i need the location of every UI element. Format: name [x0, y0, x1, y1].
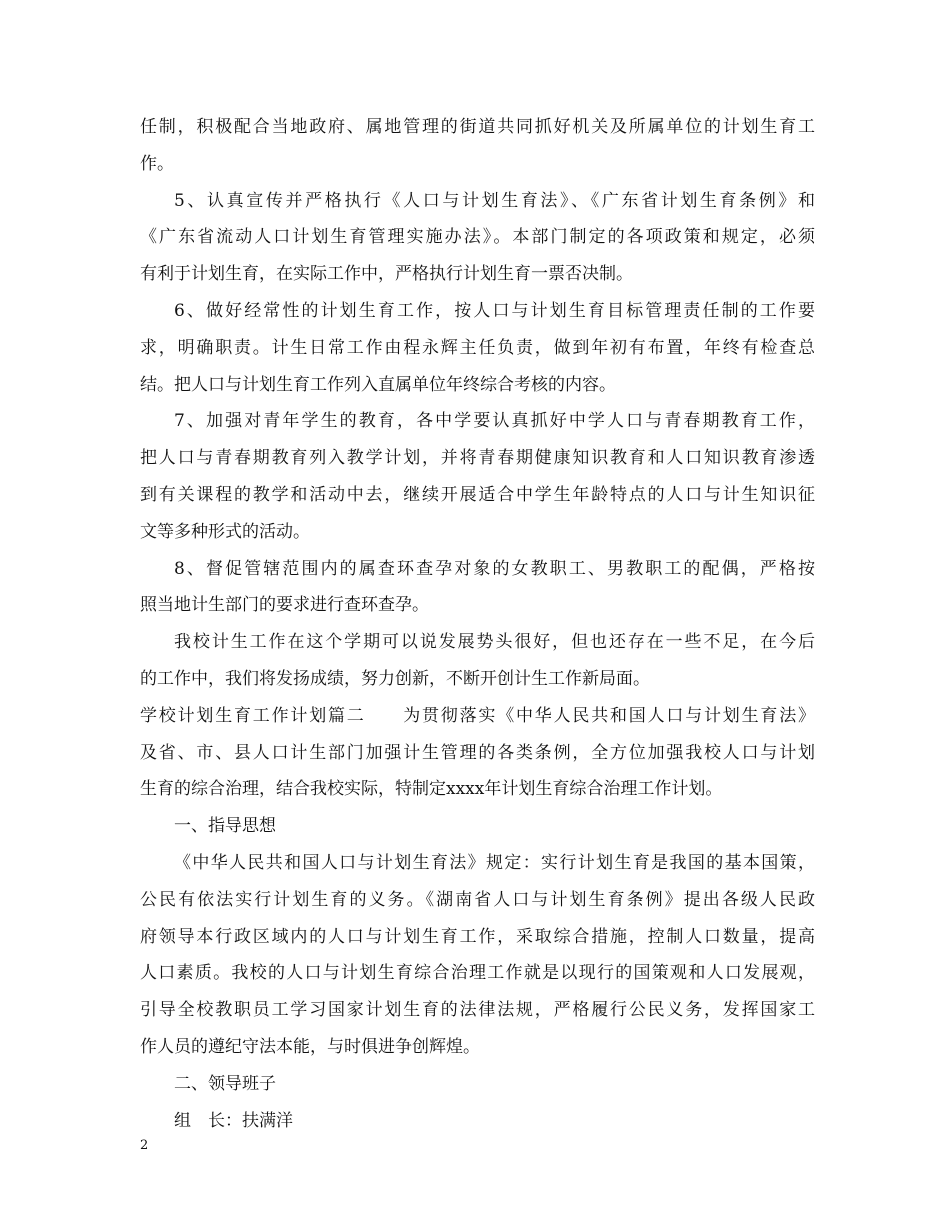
text-line: 把人口与青春期教育列入教学计划，并将青春期健康知识教育和人口知识教育渗透: [140, 448, 815, 469]
document-body: [140, 109, 815, 1139]
text-line: 生育的综合治理，结合我校实际，特制定xxxx年计划生育综合治理工作计划。: [140, 779, 723, 800]
section-heading: 一、指导思想: [174, 816, 276, 837]
text-line: 的工作中，我们将发扬成绩，努力创新，不断开创计生工作新局面。: [140, 668, 650, 689]
text-line: 作人员的遵纪守法本能，与时俱进争创辉煌。: [140, 1036, 480, 1057]
text-line: 学校计划生育工作计划篇二 为贯彻落实《中华人民共和国人口与计划生育法》: [140, 705, 815, 726]
text-line: 结。把人口与计划生育工作列入直属单位年终综合考核的内容。: [140, 374, 616, 395]
text-line: 6、做好经常性的计划生育工作，按人口与计划生育目标管理责任制的工作要: [174, 300, 815, 321]
text-line: 任制，积极配合当地政府、属地管理的街道共同抓好机关及所属单位的计划生育工: [140, 117, 815, 137]
text-line: 文等多种形式的活动。: [140, 521, 310, 542]
text-line: 照当地计生部门的要求进行查环查孕。: [140, 595, 429, 616]
text-line: 5、认真宣传并严格执行《人口与计划生育法》、《广东省计划生育条例》和: [174, 190, 815, 211]
text-line: 作。: [140, 153, 174, 174]
text-line: 府领导本行政区域内的人口与计划生育工作，采取综合措施，控制人口数量，提高: [140, 926, 815, 947]
text-line: 人口素质。我校的人口与计划生育综合治理工作就是以现行的国策观和人口发展观，: [140, 963, 815, 984]
text-line: 及省、市、县人口计生部门加强计生管理的各类条例，全方位加强我校人口与计划: [140, 742, 815, 763]
text-line: 7、加强对青年学生的教育，各中学要认真抓好中学人口与青春期教育工作，: [174, 411, 815, 432]
text-line: 有利于计划生育，在实际工作中，严格执行计划生育一票否决制。: [140, 264, 633, 285]
text-line: 到有关课程的教学和活动中去，继续开展适合中学生年龄特点的人口与计生知识征: [140, 484, 815, 505]
text-line: 我校计生工作在这个学期可以说发展势头很好，但也还存在一些不足，在今后: [174, 632, 815, 653]
text-line: 8、督促管辖范围内的属查环查孕对象的女教职工、男教职工的配偶，严格按: [174, 558, 815, 579]
text-line: 《广东省流动人口计划生育管理实施办法》。本部门制定的各项政策和规定，必须: [140, 227, 815, 248]
text-line: 求，明确职责。计生日常工作由程永辉主任负责，做到年初有布置，年终有检查总: [140, 337, 815, 358]
section-heading: 二、领导班子: [174, 1073, 276, 1094]
page-number: 2: [140, 1138, 149, 1153]
text-line: 引导全校教职员工学习国家计划生育的法律法规，严格履行公民义务，发挥国家工: [140, 1000, 815, 1021]
text-line: 组 长：扶满洋: [174, 1110, 293, 1131]
text-line: 公民有依法实行计划生育的义务。《湖南省人口与计划生育条例》提出各级人民政: [140, 889, 815, 910]
text-line: 《中华人民共和国人口与计划生育法》规定：实行计划生育是我国的基本国策，: [174, 852, 815, 873]
